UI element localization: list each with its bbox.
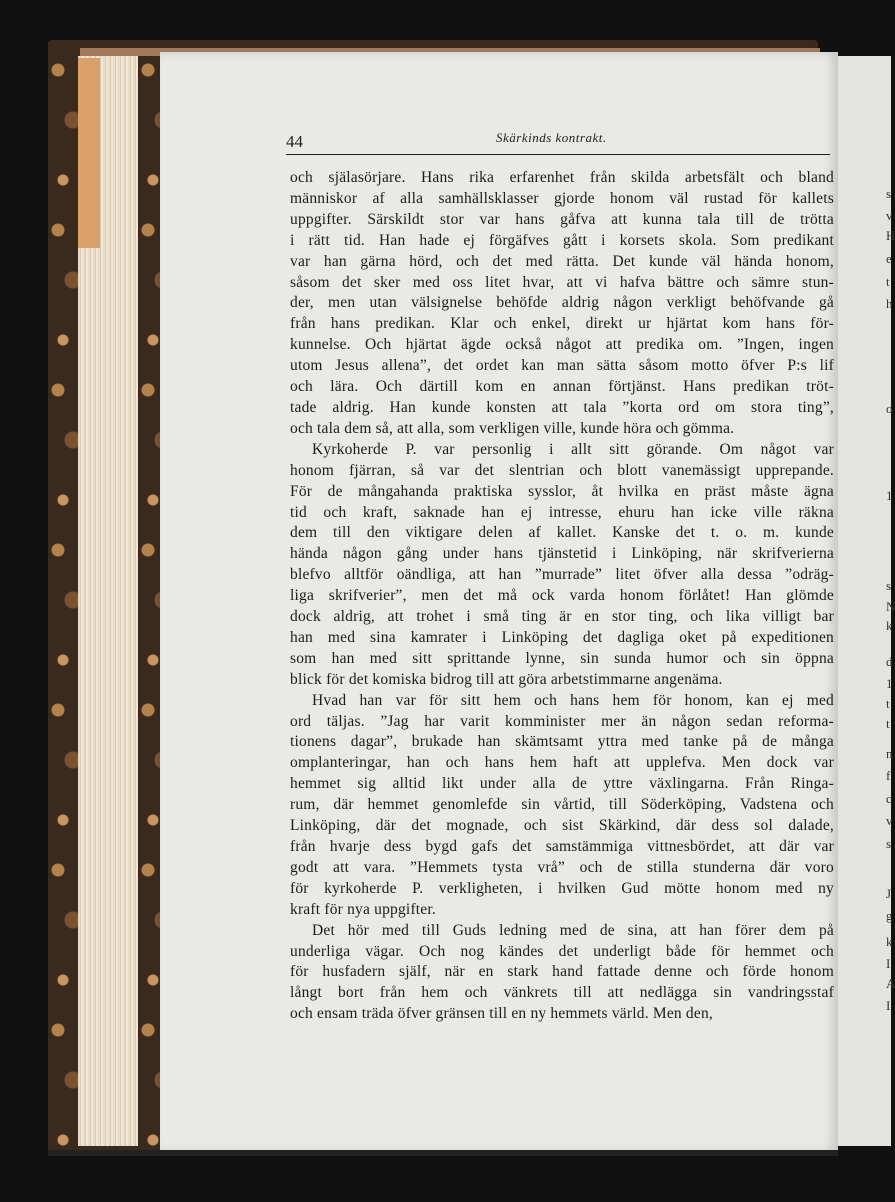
edge-character: n	[886, 746, 893, 761]
text-line: kunnelse. Och hjärtat ägde också något att predika om. ”Ingen, ingen	[290, 336, 834, 354]
edge-character: h	[886, 296, 893, 311]
text-line: För de mångahanda praktiska sysslor, åt hvilka en präst måste ägna	[290, 482, 834, 500]
text-line: rum, där hemmet genomlefde sin vårtid, till Söderköping, Vadstena och	[290, 796, 834, 814]
paragraph	[290, 168, 834, 440]
edge-character: J	[886, 886, 892, 901]
facing-page-edge	[838, 56, 895, 1146]
edge-character: s	[886, 186, 892, 201]
book-bottom-edge	[48, 1150, 838, 1156]
page-header	[286, 130, 830, 155]
text-line: ord täljas. ”Jag har varit komminister mer än någon sedan reforma-	[290, 712, 834, 730]
edge-character: o	[886, 401, 893, 416]
edge-character: 1	[886, 488, 893, 503]
edge-character: f	[886, 768, 891, 783]
paragraph	[290, 691, 834, 921]
text-line: utom Jesus allena”, det ordet kan man sätta såsom motto öfver P:s lif	[290, 357, 834, 375]
edge-character: e	[886, 251, 892, 266]
text-line: dem till den viktigare delen af kallet. Kanske det t. o. m. kunde	[290, 524, 834, 542]
edge-character: s	[886, 578, 892, 593]
text-line: från hans predikan. Klar och enkel, direkt ur hjärtat kom hans för-	[290, 315, 834, 333]
edge-character: t	[886, 696, 890, 711]
text-line: för kyrkoherde P. verkligheten, i hvilken Gud mötte honom med ny	[290, 879, 834, 897]
text-line: var han gärna hörd, och det med rätta. Det kunde väl hända honom,	[290, 252, 834, 270]
paragraph	[290, 921, 834, 1026]
edge-character: k	[886, 934, 893, 949]
edge-character: k	[886, 618, 893, 633]
text-line: blefvo alltför oändliga, att han ”murrade” litet öfver alla dessa ”odräg-	[290, 566, 834, 584]
endpaper	[78, 58, 100, 248]
edge-character: d	[886, 654, 893, 669]
text-line: uppgifter. Särskildt stor var hans gåfva att kunna tala till de trötta	[290, 210, 834, 228]
text-line: och ensam träda öfver gränsen till en ny hemmets värld. Men den,	[290, 1005, 713, 1023]
text-line: hända någon gång under hans tjänstetid i Linköping, när skrifverierna	[290, 545, 834, 563]
text-line: tade aldrig. Han kunde konsten att tala ”korta ord om stora ting”,	[290, 398, 834, 416]
text-line: godt att vara. ”Hemmets tysta vrå” och de stilla stunderna där voro	[290, 858, 834, 876]
text-line: Hvad han var för sitt hem och hans hem för honom, kan ej med	[312, 691, 834, 709]
text-line: tid och kraft, saknade han ej intresse, ehuru han icke ville räkna	[290, 503, 834, 521]
text-line: honom fjärran, så var det slentrian och blott vanemässigt upprepande.	[290, 461, 834, 479]
edge-character: I	[886, 956, 891, 971]
text-line: för husfadern själf, när en stark hand fattade denne och förde honom	[290, 963, 834, 981]
edge-character: 1	[886, 676, 893, 691]
text-line: som han med sitt sprittande lynne, sin sunda humor och sin öppna	[290, 649, 834, 667]
paragraph	[290, 440, 834, 691]
edge-character: g	[886, 908, 893, 923]
text-line: och tala dem så, att alla, som verkligen ville, kunde höra och gömma.	[290, 419, 735, 437]
text-line: underliga vägar. Och nog kändes det underligt både för hemmet och	[290, 942, 834, 960]
text-line: der, men utan välsignelse behöfde aldrig någon verkligt behöfvande gå	[290, 294, 834, 312]
text-line: och lära. Och därtill kom en annan förtjänst. Hans predikan tröt-	[290, 378, 834, 396]
edge-character: s	[886, 836, 892, 851]
text-line: dock aldrig, att trohet i små ting är en stor ting, och lika villigt bar	[290, 608, 834, 626]
text-line: blick för det komiska bidrog till att göra arbetstimmarne angenäma.	[290, 670, 723, 688]
text-line: Det hör med till Guds ledning med de sina, att han förer dem på	[312, 921, 834, 939]
edge-character: v	[886, 208, 893, 223]
text-line: Linköping, där det mognade, och sist Skärkind, där dess sol dalade,	[290, 817, 834, 835]
edge-character: I	[886, 998, 891, 1013]
text-line: från hvarje dess bygd gafs det samstämmiga vittnesbördet, att där var	[290, 838, 834, 855]
edge-character: t	[886, 274, 890, 289]
text-line: tionens dagar”, brukade han skämtsamt yttra med tanke på de många	[290, 733, 834, 751]
text-line: i rätt tid. Han hade ej förgäfves gått i korsets skola. Som predikant	[290, 231, 834, 249]
text-line: omplanteringar, han och hans hem haft att upplefva. Men dock var	[290, 754, 834, 772]
page-number: 44	[286, 132, 303, 151]
text-line: Kyrkoherde P. var personlig i allt sitt görande. Om något var	[312, 440, 834, 458]
text-line: människor af alla samhällsklasser gjorde honom väl rustad för kallets	[290, 189, 834, 207]
text-line: hemmet sig alltid likt under alla de yttre växlingarna. Från Ringa-	[290, 775, 834, 793]
edge-character: H	[886, 228, 895, 243]
edge-character: v	[886, 813, 893, 828]
edge-character: A	[886, 976, 895, 991]
text-line: och själasörjare. Hans rika erfarenhet från skilda arbetsfält och bland	[290, 169, 834, 186]
text-line: liga skrifverier”, men det må ock varda honom förlåtet! Han glömde	[290, 587, 834, 605]
text-line: kraft för nya uppgifter.	[290, 900, 436, 918]
edge-character: t	[886, 716, 890, 731]
body-text	[290, 168, 834, 1025]
running-head: Skärkinds kontrakt.	[496, 130, 607, 145]
edge-character: N	[886, 599, 895, 614]
text-line: han med sina kamrater i Linköping det dagliga oket på expeditionen	[290, 628, 834, 646]
edge-character: c	[886, 791, 892, 806]
text-line: såsom det sker med oss litet hvar, att vi hafva bättre och sämre stun-	[290, 273, 834, 291]
text-line: långt bort från hem och vänkrets till att nedlägga sin vandringsstaf	[290, 984, 834, 1002]
